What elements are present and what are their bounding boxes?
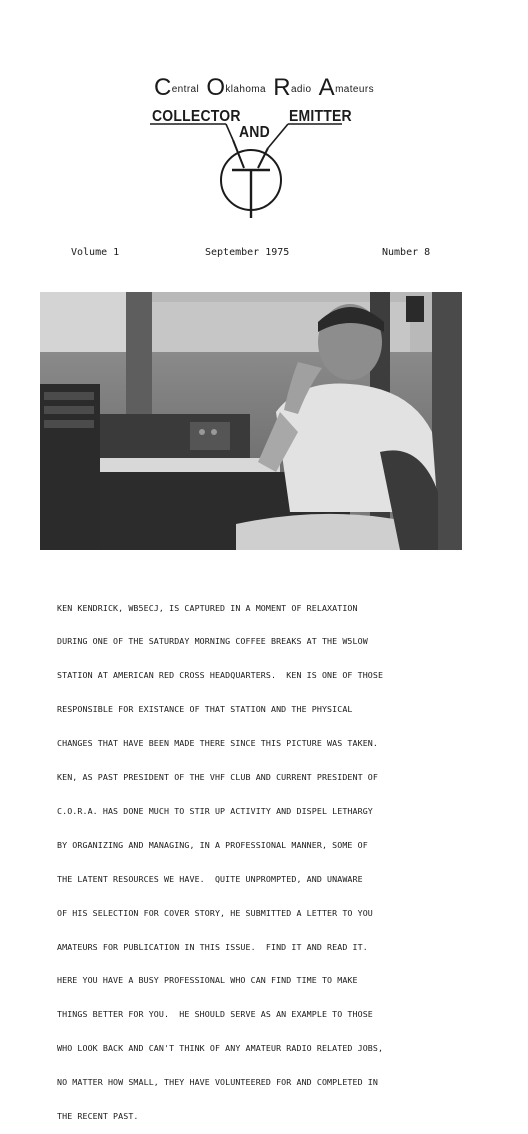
- volume-label: Volume 1: [71, 247, 120, 258]
- caption-line: CHANGES THAT HAVE BEEN MADE THERE SINCE THIS PICTURE WAS TAKEN.: [57, 738, 378, 749]
- cover-photo: [40, 292, 462, 550]
- caption-line: STATION AT AMERICAN RED CROSS HEADQUARTERS. KEN IS ONE OF THOSE: [57, 670, 384, 681]
- caption-line: KEN KENDRICK, WB5ECJ, IS CAPTURED IN A MOMENT OF RELAXATION: [57, 602, 358, 613]
- issue-number: Number 8: [382, 247, 431, 258]
- caption-line: WHO LOOK BACK AND CAN'T THINK OF ANY AMATEUR RADIO RELATED JOBS,: [57, 1043, 384, 1054]
- club-word: Amateurs: [318, 74, 374, 101]
- caption-line: OF HIS SELECTION FOR COVER STORY, HE SUBMITTED A LETTER TO YOU: [57, 907, 373, 918]
- caption-line: THE RECENT PAST.: [57, 1110, 139, 1121]
- title-and: AND: [239, 121, 270, 141]
- title-emitter: EMITTER: [289, 105, 352, 125]
- caption-line: NO MATTER HOW SMALL, THEY HAVE VOLUNTEERED FOR AND COMPLETED IN: [57, 1077, 378, 1088]
- masthead: [0, 0, 528, 240]
- transistor-logo-icon: [0, 0, 528, 240]
- title-collector: COLLECTOR: [152, 105, 241, 125]
- club-word: Oklahoma: [206, 74, 267, 101]
- caption-line: THE LATENT RESOURCES WE HAVE. QUITE UNPROMPTED, AND UNAWARE: [57, 873, 363, 884]
- caption-line: RESPONSIBLE FOR EXISTANCE OF THAT STATION AND THE PHYSICAL: [57, 704, 353, 715]
- issue-date: September 1975: [205, 247, 290, 258]
- club-word: Central: [153, 74, 200, 101]
- club-word: Radio: [273, 74, 312, 101]
- caption-line: C.O.R.A. HAS DONE MUCH TO STIR UP ACTIVITY AND DISPEL LETHARGY: [57, 805, 373, 816]
- caption-line: AMATEURS FOR PUBLICATION IN THIS ISSUE. FIND IT AND READ IT.: [57, 941, 368, 952]
- caption-line: KEN, AS PAST PRESIDENT OF THE VHF CLUB AND CURRENT PRESIDENT OF: [57, 772, 378, 783]
- caption-line: THINGS BETTER FOR YOU. HE SHOULD SERVE AS AN EXAMPLE TO THOSE: [57, 1009, 373, 1020]
- caption-line: BY ORGANIZING AND MANAGING, IN A PROFESSIONAL MANNER, SOME OF: [57, 839, 368, 850]
- caption-line: DURING ONE OF THE SATURDAY MORNING COFFEE BREAKS AT THE W5LOW: [57, 636, 368, 647]
- caption-line: HERE YOU HAVE A BUSY PROFESSIONAL WHO CAN FIND TIME TO MAKE: [57, 975, 358, 986]
- cover-story-caption: [57, 580, 487, 1134]
